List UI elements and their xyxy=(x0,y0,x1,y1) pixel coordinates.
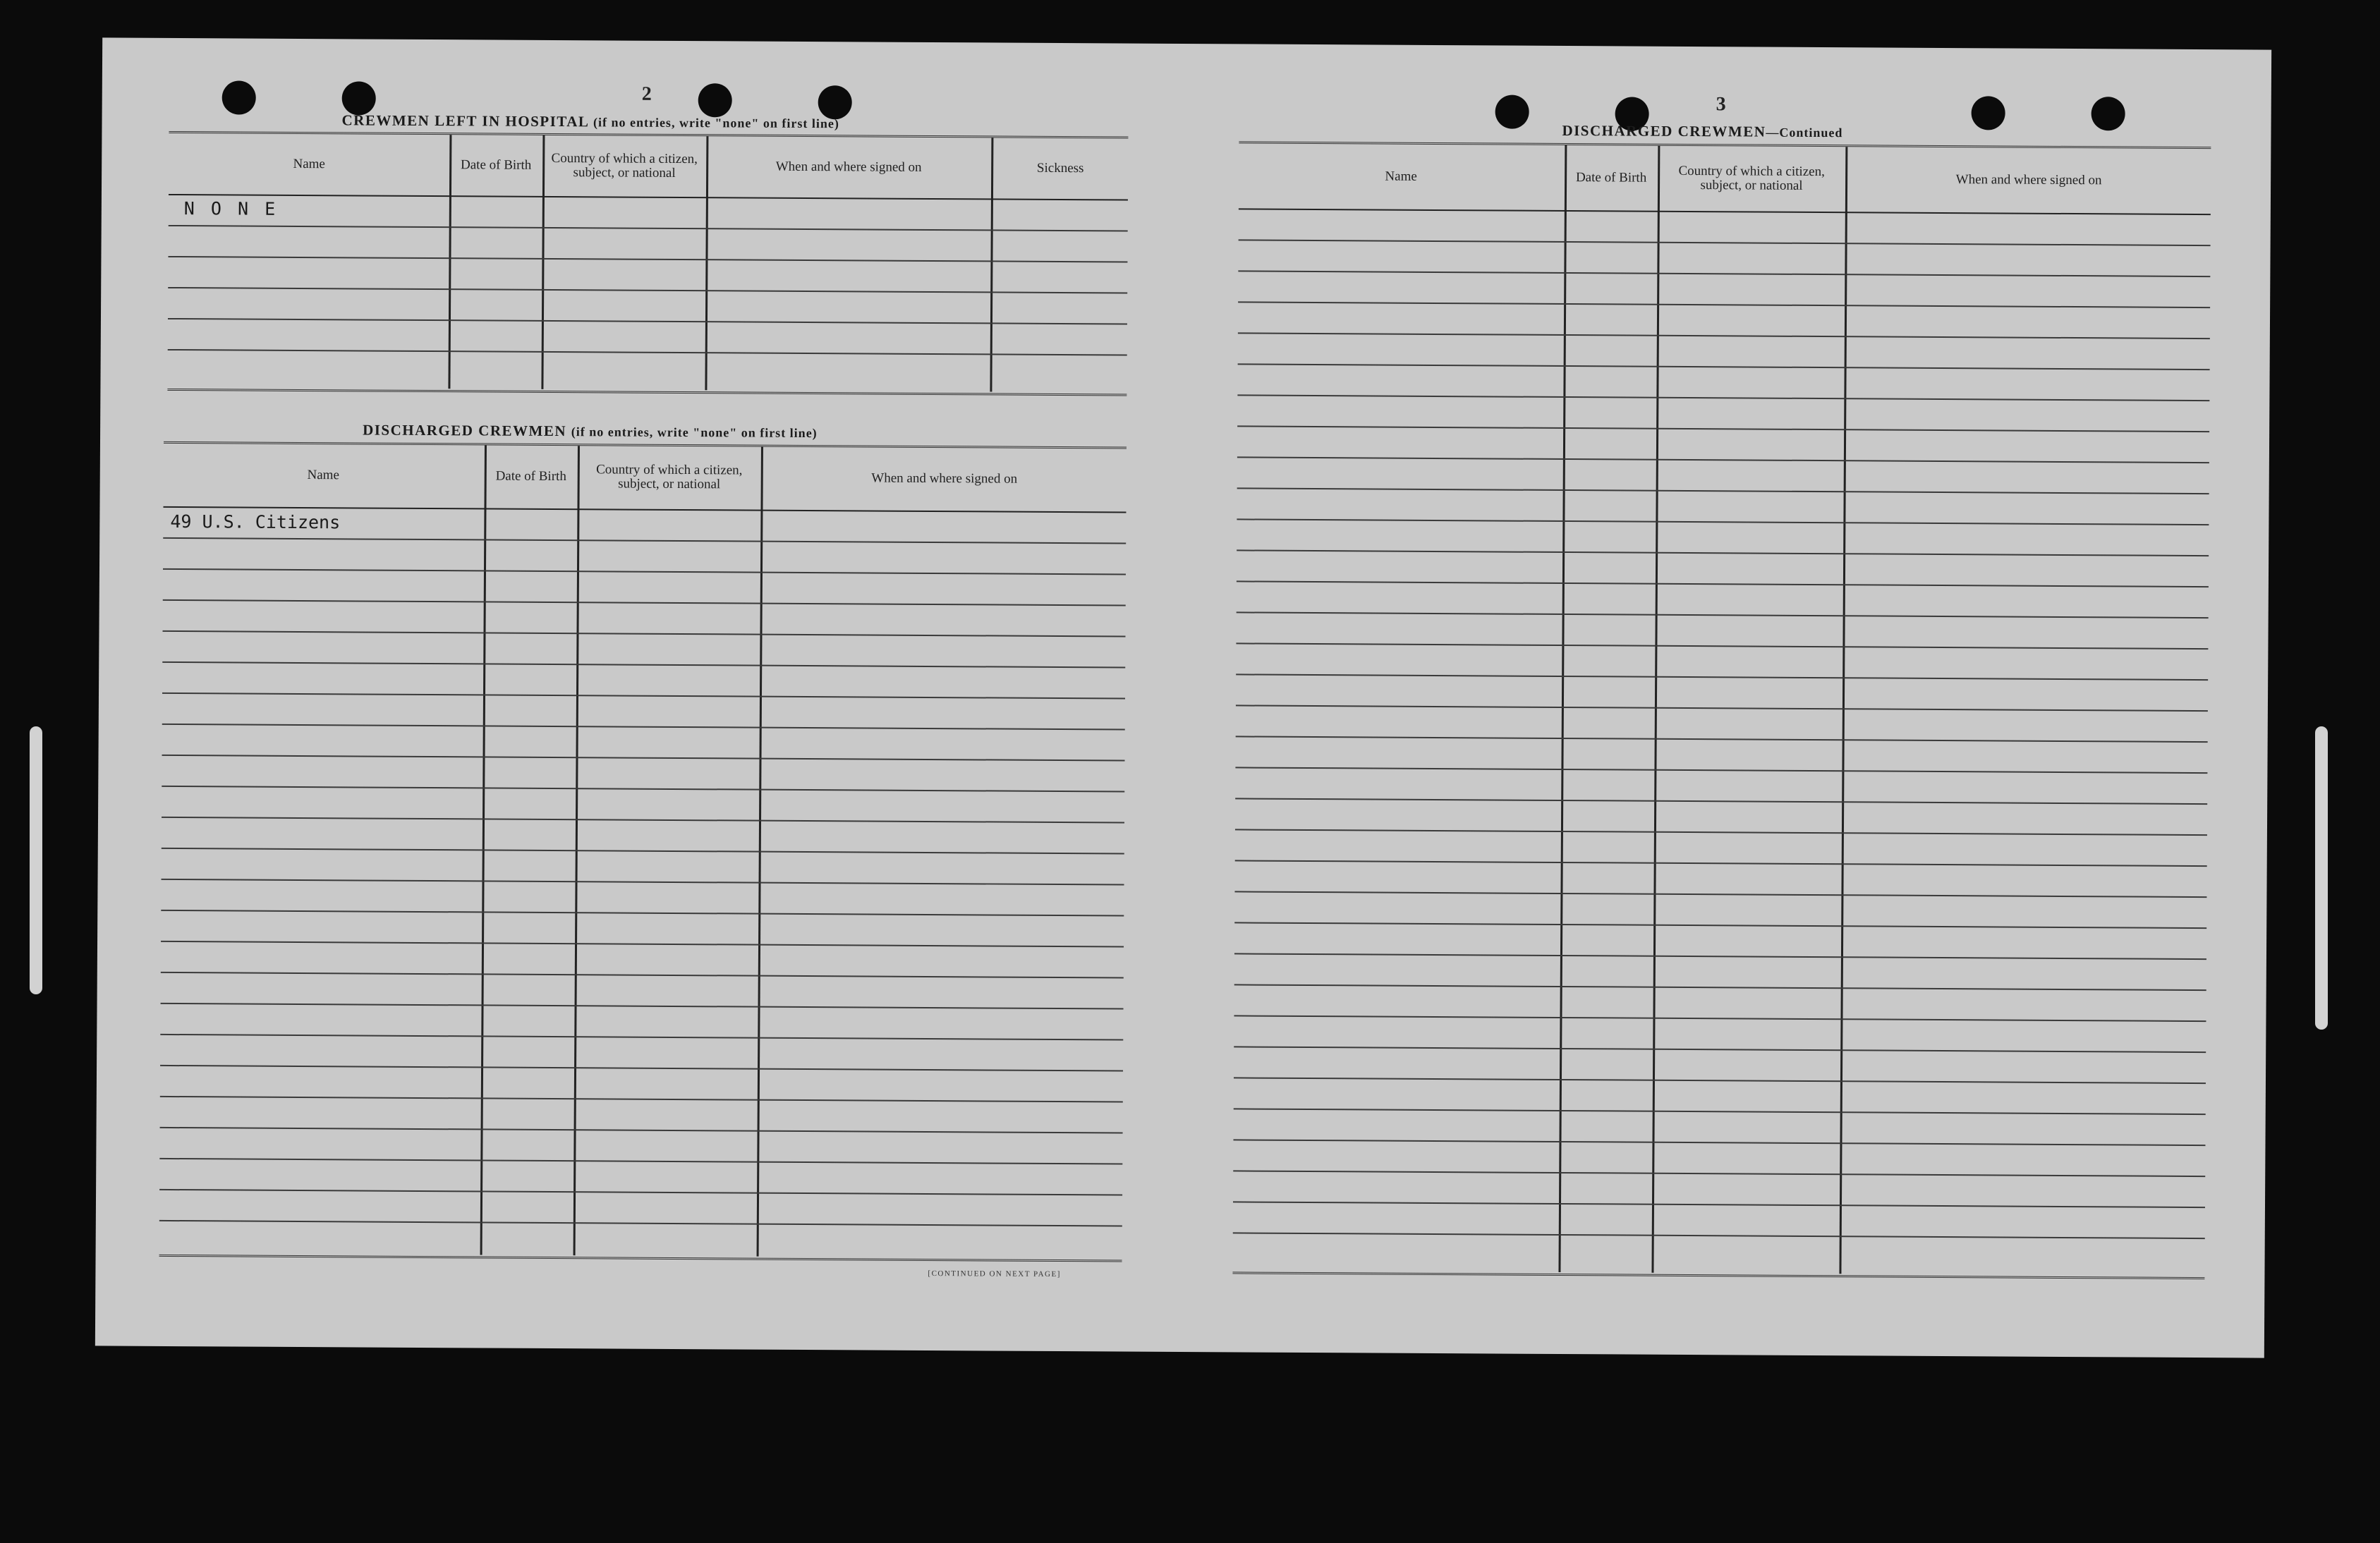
row-rule xyxy=(162,848,1124,855)
row-rule xyxy=(1233,1139,2205,1146)
continued-note: [CONTINUED ON NEXT PAGE] xyxy=(928,1269,1061,1279)
column-rule xyxy=(1558,145,1567,1272)
row-rule xyxy=(159,1220,1122,1227)
col-head-country: Country of which a citizen, subject, or national xyxy=(1678,163,1825,193)
right-section-title xyxy=(1562,122,1842,141)
row-rule xyxy=(1238,332,2210,339)
col-head-dob: Date of Birth xyxy=(495,468,566,484)
row-rule xyxy=(1236,736,2208,743)
row-rule xyxy=(1236,673,2208,681)
row-rule xyxy=(169,225,1128,232)
row-rule xyxy=(1237,611,2209,618)
row-rule xyxy=(1234,1046,2206,1053)
row-rule xyxy=(1237,487,2209,494)
row-rule xyxy=(163,630,1126,638)
row-rule xyxy=(1233,1170,2205,1177)
row-rule xyxy=(1234,1108,2206,1115)
row-rule xyxy=(1237,518,2209,525)
page-number-right: 3 xyxy=(1716,93,1726,116)
row-rule xyxy=(1235,829,2207,836)
col-head-sickness: Sickness xyxy=(1036,160,1084,176)
right-title-note: —Continued xyxy=(1766,125,1843,140)
row-rule xyxy=(161,972,1124,979)
discharged-table-left xyxy=(159,441,1127,1262)
punch-hole xyxy=(2091,97,2125,130)
row-rule xyxy=(161,941,1124,948)
row-rule xyxy=(1238,270,2210,277)
row-rule xyxy=(163,599,1126,606)
row-rule xyxy=(1233,1201,2205,1208)
row-rule xyxy=(159,1189,1122,1196)
row-rule xyxy=(1234,953,2206,960)
discharged-entry: 49 U.S. Citizens xyxy=(170,511,341,533)
row-rule xyxy=(161,910,1124,917)
punch-hole xyxy=(342,81,376,115)
row-rule xyxy=(1234,1077,2206,1084)
column-rule xyxy=(1839,147,1847,1274)
row-rule xyxy=(168,318,1127,325)
row-rule xyxy=(162,879,1124,886)
row-rule xyxy=(1234,984,2206,991)
binding-clip-right xyxy=(2315,726,2328,1030)
row-rule xyxy=(162,724,1125,731)
row-rule xyxy=(1235,767,2207,774)
row-rule xyxy=(1234,1015,2206,1022)
row-rule xyxy=(1237,549,2209,556)
row-rule xyxy=(163,568,1126,575)
row-rule xyxy=(1237,456,2209,463)
row-rule xyxy=(1237,425,2209,432)
col-head-country: Country of which a citizen, subject, or national xyxy=(596,462,743,492)
right-title-main: DISCHARGED CREWMEN xyxy=(1562,121,1766,140)
document-sheet xyxy=(95,37,2271,1358)
row-rule xyxy=(163,537,1126,544)
row-rule xyxy=(1233,1232,2205,1239)
col-head-dob: Date of Birth xyxy=(461,157,532,173)
row-rule xyxy=(160,1096,1123,1103)
row-rule xyxy=(1238,363,2210,370)
row-rule xyxy=(1238,301,2210,308)
hospital-title-note: (if no entries, write "none" on first line) xyxy=(593,115,840,131)
punch-hole xyxy=(222,80,256,114)
col-head-name: Name xyxy=(1385,169,1417,184)
row-rule xyxy=(161,1003,1124,1010)
col-head-name: Name xyxy=(307,468,339,483)
row-rule xyxy=(160,1127,1123,1134)
discharged-title-note: (if no entries, write "none" on first line) xyxy=(571,425,818,441)
row-rule xyxy=(162,786,1124,793)
row-rule xyxy=(1237,580,2209,587)
row-rule xyxy=(1236,705,2208,712)
row-rule xyxy=(1235,860,2207,867)
row-rule xyxy=(160,1065,1123,1072)
row-rule xyxy=(1235,798,2207,805)
punch-hole xyxy=(698,83,732,117)
row-rule xyxy=(1236,642,2208,649)
row-rule xyxy=(162,661,1125,669)
binding-clip-left xyxy=(30,726,42,994)
hospital-table xyxy=(167,131,1128,396)
col-head-name: Name xyxy=(293,156,325,171)
discharged-title-main: DISCHARGED CREWMEN xyxy=(363,421,567,440)
punch-hole xyxy=(1972,96,2005,130)
col-head-country: Country of which a citizen, subject, or national xyxy=(551,150,698,181)
column-rule xyxy=(1651,146,1660,1273)
discharged-table-right xyxy=(1232,141,2211,1279)
row-rule xyxy=(1239,239,2211,246)
row-rule xyxy=(168,349,1127,356)
row-rule xyxy=(159,1158,1122,1165)
hospital-section-title xyxy=(341,111,839,132)
row-rule xyxy=(1237,394,2209,401)
row-rule xyxy=(162,693,1125,700)
discharged-section-title xyxy=(363,421,818,441)
row-rule xyxy=(162,755,1125,762)
row-rule xyxy=(1234,891,2206,898)
page-number-left: 2 xyxy=(641,83,652,105)
row-rule xyxy=(168,256,1127,263)
col-head-signed-on: When and where signed on xyxy=(1955,172,2102,188)
punch-hole xyxy=(1495,94,1529,128)
col-head-signed-on: When and where signed on xyxy=(871,470,1018,487)
row-rule xyxy=(1234,922,2206,929)
hospital-entry: N O N E xyxy=(183,198,279,219)
col-head-signed-on: When and where signed on xyxy=(775,159,922,175)
row-rule xyxy=(160,1034,1123,1041)
col-head-dob: Date of Birth xyxy=(1575,170,1647,185)
row-rule xyxy=(162,817,1124,824)
hospital-title-main: CREWMEN LEFT IN HOSPITAL xyxy=(341,111,589,130)
row-rule xyxy=(168,287,1127,294)
